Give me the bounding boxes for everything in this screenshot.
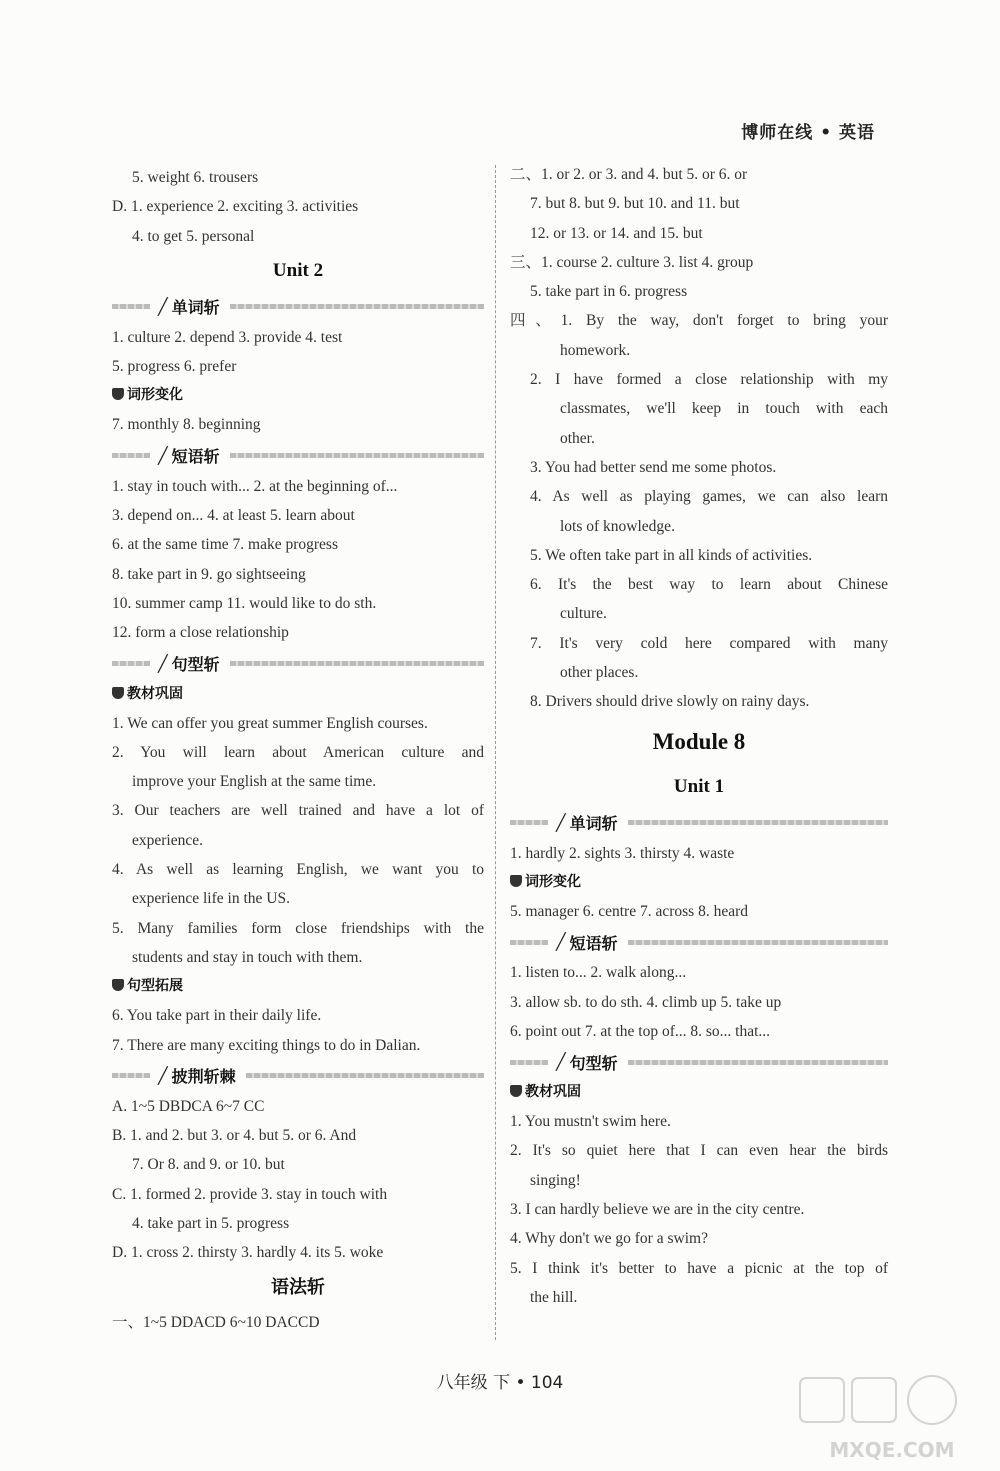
- section-label: 单词斩: [171, 298, 220, 318]
- answer-line: 3. I can hardly believe we are in the city centre.: [510, 1201, 805, 1219]
- answer-line: 5. weight 6. trousers: [132, 169, 259, 186]
- page-header: 博师在线 • 英语: [741, 123, 875, 143]
- section-bar: [230, 453, 484, 458]
- section-label: 单词斩: [569, 814, 618, 834]
- answer-line: 1. stay in touch with... 2. at the beginning of...: [112, 477, 398, 495]
- answer-line: 4. As well as playing games, we can also learn: [530, 488, 888, 506]
- answer-line: 1. We can offer you great summer English courses.: [112, 714, 428, 732]
- answer-line: students and stay in touch with them.: [132, 948, 363, 966]
- answer-line: the hill.: [530, 1288, 578, 1306]
- answer-line: culture.: [560, 605, 607, 623]
- pen-icon: ╱: [556, 934, 566, 952]
- subsection-label: 教材巩固: [127, 685, 183, 702]
- page-footer: 八年级 下 • 104: [436, 1373, 564, 1393]
- answer-line: 7. There are many exciting things to do in Dalian.: [112, 1036, 421, 1054]
- answer-line: 2. I have formed a close relationship with my: [530, 371, 888, 389]
- subsection-label: 词形变化: [525, 873, 581, 890]
- answer-line: 1. listen to... 2. walk along...: [510, 964, 687, 982]
- answer-line: classmates, we'll keep in touch with each: [560, 400, 888, 418]
- answer-line: homework.: [560, 341, 631, 359]
- answer-line: 3. Our teachers are well trained and have a lot of: [112, 802, 484, 820]
- pen-icon: ╱: [158, 1067, 168, 1085]
- answer-line: 二、1. or 2. or 3. and 4. but 5. or 6. or: [510, 166, 748, 183]
- section-bar: [230, 304, 484, 309]
- answer-line: 7. monthly 8. beginning: [112, 416, 261, 434]
- answer-line: 12. form a close relationship: [112, 624, 289, 642]
- pen-icon: ╱: [158, 655, 168, 673]
- answer-line: 4. As well as learning English, we want you to: [112, 861, 484, 879]
- section-bar: [112, 1073, 150, 1078]
- pen-icon: ╱: [556, 814, 566, 832]
- answer-line: 3. depend on... 4. at least 5. learn about: [112, 507, 355, 525]
- section-phrases: [510, 926, 888, 958]
- answer-line: 1. hardly 2. sights 3. thirsty 4. waste: [510, 844, 735, 862]
- answer-line: singing!: [530, 1171, 581, 1189]
- answer-line: experience life in the US.: [132, 890, 290, 908]
- subsection-heading: [510, 1078, 888, 1107]
- answer-line: 5. take part in 6. progress: [530, 283, 688, 301]
- answer-line: 1. culture 2. depend 3. provide 4. test: [112, 328, 343, 346]
- column-divider: [495, 165, 496, 1340]
- subsection-heading: [112, 972, 484, 1001]
- answer-line: 3. allow sb. to do sth. 4. climb up 5. take up: [510, 993, 782, 1011]
- answer-line: lots of knowledge.: [560, 517, 675, 535]
- answer-line: 一、1~5 DDACD 6~10 DACCD: [112, 1313, 320, 1331]
- shield-icon: [112, 687, 124, 699]
- section-bar: [510, 820, 548, 825]
- subsection-heading: [510, 868, 888, 897]
- answer-line: 10. summer camp 11. would like to do sth.: [112, 594, 377, 612]
- answer-line: 6. point out 7. at the top of... 8. so... that...: [510, 1022, 771, 1040]
- watermark-url: MXQE.COM: [829, 1438, 955, 1462]
- section-vocab: [112, 291, 484, 323]
- pen-icon: ╱: [158, 298, 168, 316]
- section-bar: [112, 661, 150, 666]
- left-column: [112, 163, 484, 1337]
- subsection-heading: [112, 680, 484, 709]
- section-bar: [230, 661, 484, 666]
- section-label: 短语斩: [569, 933, 618, 953]
- subsection-label: 句型拓展: [127, 978, 183, 995]
- answer-line: D. 1. experience 2. exciting 3. activities: [112, 198, 359, 216]
- section-vocab: [510, 807, 888, 839]
- unit-title: Unit 1: [673, 775, 725, 797]
- section-phrases: [112, 440, 484, 472]
- section-bar: [112, 304, 150, 309]
- answer-line: D. 1. cross 2. thirsty 3. hardly 4. its 5. woke: [112, 1244, 384, 1262]
- section-bar: [246, 1073, 484, 1078]
- answer-line: 6. It's the best way to learn about Chinese: [530, 576, 888, 594]
- subsection-label: 词形变化: [127, 387, 183, 404]
- answer-line: 4. take part in 5. progress: [132, 1215, 290, 1233]
- section-bar: [628, 1060, 888, 1065]
- shield-icon: [510, 875, 522, 887]
- right-column: [510, 160, 888, 1312]
- section-bar: [510, 1060, 548, 1065]
- answer-line: 5. We often take part in all kinds of activities.: [530, 546, 813, 564]
- subsection-label: 教材巩固: [525, 1084, 581, 1101]
- answer-line: 5. progress 6. prefer: [112, 358, 237, 376]
- pen-icon: ╱: [158, 447, 168, 465]
- section-bar: [112, 453, 150, 458]
- answer-line: improve your English at the same time.: [132, 773, 377, 791]
- answer-line: other.: [560, 429, 595, 447]
- section-bar: [628, 820, 888, 825]
- answer-line: 2. It's so quiet here that I can even hear the birds: [510, 1142, 888, 1160]
- answer-line: 8. Drivers should drive slowly on rainy days.: [530, 693, 810, 711]
- answer-line: 5. I think it's better to have a picnic at the top of: [510, 1259, 888, 1277]
- pen-icon: ╱: [556, 1054, 566, 1072]
- section-bar: [628, 940, 888, 945]
- section-bar: [510, 940, 548, 945]
- answer-line: 4. Why don't we go for a swim?: [510, 1230, 708, 1248]
- answer-line: experience.: [132, 831, 203, 849]
- shield-icon: [510, 1085, 522, 1097]
- answer-line: C. 1. formed 2. provide 3. stay in touch with: [112, 1185, 388, 1203]
- answer-line: 7. It's very cold here compared with many: [530, 634, 888, 652]
- answer-line: 2. You will learn about American culture and: [112, 743, 484, 761]
- section-label: 披荆斩棘: [171, 1067, 236, 1087]
- module-title: Module 8: [652, 728, 746, 754]
- answer-line: 12. or 13. or 14. and 15. but: [530, 224, 703, 242]
- section-label: 句型斩: [171, 655, 220, 675]
- answer-line: 5. manager 6. centre 7. across 8. heard: [510, 902, 748, 920]
- answer-line: 5. Many families form close friendships with the: [112, 919, 484, 937]
- section-label: 短语斩: [171, 447, 220, 467]
- answer-line: 4. to get 5. personal: [132, 227, 255, 245]
- shield-icon: [112, 979, 124, 991]
- watermark-logo: [792, 1372, 992, 1467]
- answer-line: other places.: [560, 664, 639, 682]
- unit-title: Unit 2: [272, 259, 324, 281]
- section-label: 句型斩: [569, 1053, 618, 1073]
- answer-line: 7. but 8. but 9. but 10. and 11. but: [530, 195, 740, 213]
- answer-line: 三、1. course 2. culture 3. list 4. group: [510, 253, 754, 271]
- section-challenge: [112, 1060, 484, 1092]
- section-sentences: [510, 1046, 888, 1078]
- answer-line: 四、1. By the way, don't forget to bring your: [510, 312, 888, 330]
- answer-line: 6. You take part in their daily life.: [112, 1007, 322, 1025]
- answer-line: 7. Or 8. and 9. or 10. but: [132, 1156, 285, 1174]
- answer-line: 3. You had better send me some photos.: [530, 458, 777, 476]
- answer-line: A. 1~5 DBDCA 6~7 CC: [112, 1097, 265, 1115]
- answer-line: 1. You mustn't swim here.: [510, 1113, 671, 1131]
- grammar-title: 语法斩: [271, 1276, 325, 1298]
- answer-line: 6. at the same time 7. make progress: [112, 536, 338, 554]
- answer-line: B. 1. and 2. but 3. or 4. but 5. or 6. And: [112, 1127, 357, 1145]
- subsection-heading: [112, 381, 484, 410]
- answer-line: 8. take part in 9. go sightseeing: [112, 565, 306, 583]
- shield-icon: [112, 388, 124, 400]
- section-sentences: [112, 648, 484, 680]
